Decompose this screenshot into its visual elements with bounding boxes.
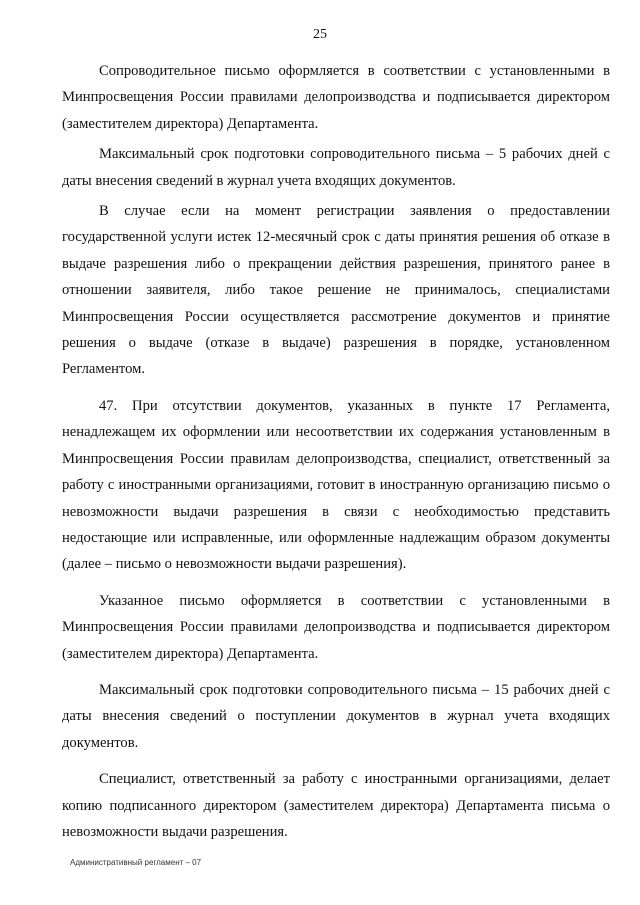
paragraph-copy-letter: Специалист, ответственный за работу с иностранными организациями, делает копию подписанного директором (заместителем директора) Департамента письма о невозможности выдачи разрешения.	[62, 771, 610, 840]
document-body	[62, 58, 610, 849]
paragraph-cover-letter-format: Сопроводительное письмо оформляется в соответствии с установленными в Минпросвещения России правилами делопроизводства и подписывается директором (заместителем директора) Департамента.	[62, 63, 610, 132]
paragraph-item-47: 47. При отсутствии документов, указанных в пункте 17 Регламента, ненадлежащем их оформлении или несоответствии их содержания установленным в Минпросвещения России правилам делопроизводства, специалист, ответственный за работу с иностранными организациями, готовит в иностранную организацию письмо о невозможности выдачи разрешения в связи с необходимостью представить недостающие или исправленные, или оформленные надлежащим образом документы (далее – письмо о невозможности выдачи разрешения).	[62, 397, 610, 573]
page-number: 25	[313, 27, 327, 42]
paragraph-expired-term-case: В случае если на момент регистрации заявления о предоставлении государственной услуги истек 12-месячный срок с даты принятия решения об отказе в выдаче разрешения либо о прекращении действия разрешения, принятого ранее в отношении заявителя, либо такое решение не принималось, специалистами Минпросвещения России осуществляется рассмотрение документов и принятие решения о выдаче (отказе в выдаче) разрешения в порядке, установленном Регламентом.	[62, 203, 610, 378]
paragraph-letter-deadline: Максимальный срок подготовки сопроводительного письма – 15 рабочих дней с даты внесения сведений о поступлении документов в журнал учета входящих документов.	[62, 681, 610, 751]
page-footer: Административный регламент – 07	[70, 858, 202, 867]
paragraph-cover-letter-deadline: Максимальный срок подготовки сопроводительного письма – 5 рабочих дней с даты внесения сведений в журнал учета входящих документов.	[62, 146, 610, 189]
paragraph-letter-format: Указанное письмо оформляется в соответствии с установленными в Минпросвещения России правилами делопроизводства и подписывается директором (заместителем директора) Департамента.	[62, 592, 610, 662]
